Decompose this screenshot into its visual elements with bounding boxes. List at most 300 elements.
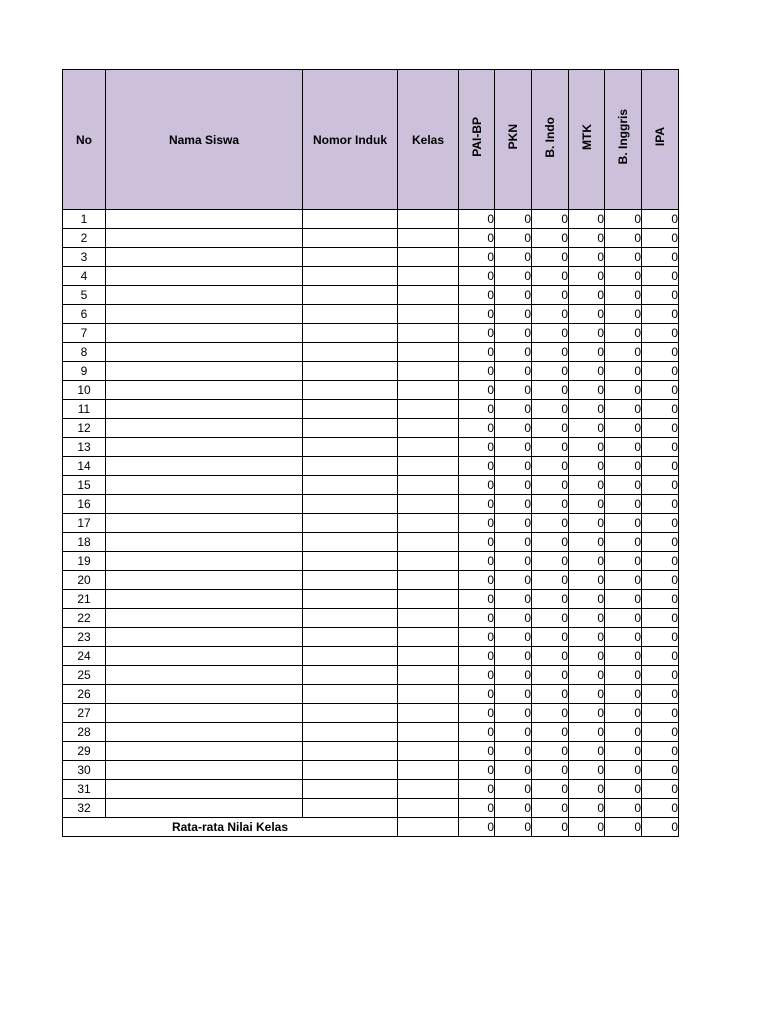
row-number[interactable]: 20	[63, 571, 106, 590]
score-cell[interactable]: 0	[495, 799, 532, 818]
student-name-cell[interactable]	[106, 685, 303, 704]
score-cell[interactable]: 0	[569, 210, 605, 229]
class-cell[interactable]	[398, 571, 459, 590]
score-cell[interactable]: 0	[605, 742, 642, 761]
row-number[interactable]: 12	[63, 419, 106, 438]
score-cell[interactable]: 0	[569, 343, 605, 362]
score-cell[interactable]: 0	[532, 685, 569, 704]
score-cell[interactable]: 0	[642, 419, 679, 438]
average-score[interactable]: 0	[642, 818, 679, 837]
score-cell[interactable]: 0	[642, 229, 679, 248]
score-cell[interactable]: 0	[642, 647, 679, 666]
score-cell[interactable]: 0	[605, 457, 642, 476]
score-cell[interactable]: 0	[569, 400, 605, 419]
class-cell[interactable]	[398, 552, 459, 571]
student-id-cell[interactable]	[303, 742, 398, 761]
student-id-cell[interactable]	[303, 590, 398, 609]
score-cell[interactable]: 0	[605, 248, 642, 267]
score-cell[interactable]: 0	[495, 495, 532, 514]
class-cell[interactable]	[398, 647, 459, 666]
score-cell[interactable]: 0	[459, 628, 495, 647]
score-cell[interactable]: 0	[569, 666, 605, 685]
student-id-cell[interactable]	[303, 799, 398, 818]
student-id-cell[interactable]	[303, 571, 398, 590]
score-cell[interactable]: 0	[605, 799, 642, 818]
class-cell[interactable]	[398, 533, 459, 552]
score-cell[interactable]: 0	[459, 267, 495, 286]
score-cell[interactable]: 0	[532, 514, 569, 533]
score-cell[interactable]: 0	[605, 305, 642, 324]
row-number[interactable]: 30	[63, 761, 106, 780]
score-cell[interactable]: 0	[569, 267, 605, 286]
score-cell[interactable]: 0	[642, 723, 679, 742]
score-cell[interactable]: 0	[532, 476, 569, 495]
score-cell[interactable]: 0	[495, 286, 532, 305]
student-id-cell[interactable]	[303, 533, 398, 552]
score-cell[interactable]: 0	[495, 590, 532, 609]
row-number[interactable]: 11	[63, 400, 106, 419]
row-number[interactable]: 24	[63, 647, 106, 666]
score-cell[interactable]: 0	[605, 286, 642, 305]
score-cell[interactable]: 0	[569, 362, 605, 381]
score-cell[interactable]: 0	[569, 457, 605, 476]
student-name-cell[interactable]	[106, 799, 303, 818]
class-cell[interactable]	[398, 362, 459, 381]
score-cell[interactable]: 0	[532, 381, 569, 400]
student-id-cell[interactable]	[303, 362, 398, 381]
row-number[interactable]: 28	[63, 723, 106, 742]
score-cell[interactable]: 0	[532, 324, 569, 343]
row-number[interactable]: 23	[63, 628, 106, 647]
score-cell[interactable]: 0	[642, 286, 679, 305]
score-cell[interactable]: 0	[642, 571, 679, 590]
score-cell[interactable]: 0	[495, 229, 532, 248]
student-id-cell[interactable]	[303, 761, 398, 780]
score-cell[interactable]: 0	[532, 799, 569, 818]
row-number[interactable]: 1	[63, 210, 106, 229]
score-cell[interactable]: 0	[605, 267, 642, 286]
score-cell[interactable]: 0	[495, 419, 532, 438]
score-cell[interactable]: 0	[459, 400, 495, 419]
score-cell[interactable]: 0	[459, 305, 495, 324]
score-cell[interactable]: 0	[569, 761, 605, 780]
student-name-cell[interactable]	[106, 457, 303, 476]
score-cell[interactable]: 0	[569, 438, 605, 457]
student-name-cell[interactable]	[106, 438, 303, 457]
score-cell[interactable]: 0	[605, 514, 642, 533]
student-name-cell[interactable]	[106, 267, 303, 286]
row-number[interactable]: 31	[63, 780, 106, 799]
score-cell[interactable]: 0	[532, 495, 569, 514]
score-cell[interactable]: 0	[569, 647, 605, 666]
class-cell[interactable]	[398, 609, 459, 628]
score-cell[interactable]: 0	[569, 704, 605, 723]
row-number[interactable]: 29	[63, 742, 106, 761]
student-name-cell[interactable]	[106, 286, 303, 305]
row-number[interactable]: 26	[63, 685, 106, 704]
score-cell[interactable]: 0	[532, 780, 569, 799]
score-cell[interactable]: 0	[459, 362, 495, 381]
score-cell[interactable]: 0	[642, 438, 679, 457]
student-name-cell[interactable]	[106, 723, 303, 742]
score-cell[interactable]: 0	[605, 210, 642, 229]
score-cell[interactable]: 0	[495, 571, 532, 590]
class-cell[interactable]	[398, 761, 459, 780]
score-cell[interactable]: 0	[532, 248, 569, 267]
student-id-cell[interactable]	[303, 704, 398, 723]
score-cell[interactable]: 0	[495, 742, 532, 761]
row-number[interactable]: 5	[63, 286, 106, 305]
student-name-cell[interactable]	[106, 704, 303, 723]
score-cell[interactable]: 0	[495, 552, 532, 571]
score-cell[interactable]: 0	[459, 799, 495, 818]
student-id-cell[interactable]	[303, 552, 398, 571]
score-cell[interactable]: 0	[459, 248, 495, 267]
student-name-cell[interactable]	[106, 210, 303, 229]
score-cell[interactable]: 0	[569, 552, 605, 571]
score-cell[interactable]: 0	[569, 381, 605, 400]
score-cell[interactable]: 0	[569, 305, 605, 324]
average-score[interactable]: 0	[532, 818, 569, 837]
student-id-cell[interactable]	[303, 666, 398, 685]
row-number[interactable]: 27	[63, 704, 106, 723]
score-cell[interactable]: 0	[532, 552, 569, 571]
student-name-cell[interactable]	[106, 780, 303, 799]
score-cell[interactable]: 0	[642, 533, 679, 552]
score-cell[interactable]: 0	[459, 723, 495, 742]
class-cell[interactable]	[398, 305, 459, 324]
score-cell[interactable]: 0	[495, 609, 532, 628]
score-cell[interactable]: 0	[605, 628, 642, 647]
student-id-cell[interactable]	[303, 647, 398, 666]
score-cell[interactable]: 0	[495, 514, 532, 533]
student-name-cell[interactable]	[106, 305, 303, 324]
score-cell[interactable]: 0	[495, 533, 532, 552]
score-cell[interactable]: 0	[459, 286, 495, 305]
score-cell[interactable]: 0	[495, 723, 532, 742]
student-name-cell[interactable]	[106, 229, 303, 248]
row-number[interactable]: 6	[63, 305, 106, 324]
score-cell[interactable]: 0	[459, 552, 495, 571]
score-cell[interactable]: 0	[532, 647, 569, 666]
score-cell[interactable]: 0	[532, 362, 569, 381]
score-cell[interactable]: 0	[532, 210, 569, 229]
class-cell[interactable]	[398, 514, 459, 533]
score-cell[interactable]: 0	[532, 533, 569, 552]
score-cell[interactable]: 0	[569, 495, 605, 514]
row-number[interactable]: 9	[63, 362, 106, 381]
score-cell[interactable]: 0	[532, 400, 569, 419]
score-cell[interactable]: 0	[495, 628, 532, 647]
row-number[interactable]: 13	[63, 438, 106, 457]
score-cell[interactable]: 0	[532, 609, 569, 628]
class-cell[interactable]	[398, 742, 459, 761]
score-cell[interactable]: 0	[605, 381, 642, 400]
score-cell[interactable]: 0	[495, 267, 532, 286]
score-cell[interactable]: 0	[605, 324, 642, 343]
score-cell[interactable]: 0	[642, 628, 679, 647]
score-cell[interactable]: 0	[642, 324, 679, 343]
score-cell[interactable]: 0	[459, 419, 495, 438]
score-cell[interactable]: 0	[569, 723, 605, 742]
student-name-cell[interactable]	[106, 362, 303, 381]
score-cell[interactable]: 0	[605, 438, 642, 457]
score-cell[interactable]: 0	[569, 248, 605, 267]
score-cell[interactable]: 0	[569, 685, 605, 704]
score-cell[interactable]: 0	[642, 704, 679, 723]
class-cell[interactable]	[398, 324, 459, 343]
score-cell[interactable]: 0	[532, 419, 569, 438]
score-cell[interactable]: 0	[495, 305, 532, 324]
score-cell[interactable]: 0	[605, 723, 642, 742]
score-cell[interactable]: 0	[495, 381, 532, 400]
score-cell[interactable]: 0	[459, 381, 495, 400]
student-name-cell[interactable]	[106, 419, 303, 438]
row-number[interactable]: 19	[63, 552, 106, 571]
score-cell[interactable]: 0	[605, 495, 642, 514]
student-id-cell[interactable]	[303, 229, 398, 248]
student-name-cell[interactable]	[106, 666, 303, 685]
class-cell[interactable]	[398, 400, 459, 419]
score-cell[interactable]: 0	[532, 305, 569, 324]
score-cell[interactable]: 0	[569, 476, 605, 495]
score-cell[interactable]: 0	[459, 229, 495, 248]
class-cell[interactable]	[398, 495, 459, 514]
row-number[interactable]: 15	[63, 476, 106, 495]
student-id-cell[interactable]	[303, 495, 398, 514]
student-name-cell[interactable]	[106, 248, 303, 267]
score-cell[interactable]: 0	[642, 305, 679, 324]
row-number[interactable]: 32	[63, 799, 106, 818]
score-cell[interactable]: 0	[642, 381, 679, 400]
score-cell[interactable]: 0	[495, 324, 532, 343]
row-number[interactable]: 8	[63, 343, 106, 362]
score-cell[interactable]: 0	[569, 799, 605, 818]
student-id-cell[interactable]	[303, 286, 398, 305]
student-name-cell[interactable]	[106, 742, 303, 761]
score-cell[interactable]: 0	[642, 267, 679, 286]
class-cell[interactable]	[398, 286, 459, 305]
class-cell[interactable]	[398, 229, 459, 248]
score-cell[interactable]: 0	[642, 609, 679, 628]
row-number[interactable]: 3	[63, 248, 106, 267]
score-cell[interactable]: 0	[642, 343, 679, 362]
student-id-cell[interactable]	[303, 514, 398, 533]
score-cell[interactable]: 0	[642, 514, 679, 533]
average-score[interactable]: 0	[605, 818, 642, 837]
score-cell[interactable]: 0	[532, 229, 569, 248]
score-cell[interactable]: 0	[642, 685, 679, 704]
score-cell[interactable]: 0	[605, 343, 642, 362]
student-id-cell[interactable]	[303, 419, 398, 438]
score-cell[interactable]: 0	[642, 210, 679, 229]
score-cell[interactable]: 0	[642, 476, 679, 495]
score-cell[interactable]: 0	[642, 742, 679, 761]
score-cell[interactable]: 0	[642, 457, 679, 476]
class-cell[interactable]	[398, 267, 459, 286]
score-cell[interactable]: 0	[605, 666, 642, 685]
score-cell[interactable]: 0	[605, 571, 642, 590]
score-cell[interactable]: 0	[459, 685, 495, 704]
score-cell[interactable]: 0	[532, 666, 569, 685]
average-score[interactable]: 0	[569, 818, 605, 837]
score-cell[interactable]: 0	[605, 704, 642, 723]
score-cell[interactable]: 0	[569, 609, 605, 628]
class-cell[interactable]	[398, 628, 459, 647]
score-cell[interactable]: 0	[532, 438, 569, 457]
score-cell[interactable]: 0	[642, 799, 679, 818]
score-cell[interactable]: 0	[495, 457, 532, 476]
score-cell[interactable]: 0	[459, 495, 495, 514]
student-name-cell[interactable]	[106, 552, 303, 571]
row-number[interactable]: 7	[63, 324, 106, 343]
score-cell[interactable]: 0	[459, 571, 495, 590]
student-id-cell[interactable]	[303, 343, 398, 362]
score-cell[interactable]: 0	[459, 533, 495, 552]
score-cell[interactable]: 0	[605, 533, 642, 552]
class-cell[interactable]	[398, 248, 459, 267]
score-cell[interactable]: 0	[605, 552, 642, 571]
score-cell[interactable]: 0	[569, 419, 605, 438]
score-cell[interactable]: 0	[605, 229, 642, 248]
student-id-cell[interactable]	[303, 381, 398, 400]
row-number[interactable]: 21	[63, 590, 106, 609]
score-cell[interactable]: 0	[495, 438, 532, 457]
score-cell[interactable]: 0	[532, 704, 569, 723]
score-cell[interactable]: 0	[605, 780, 642, 799]
class-cell[interactable]	[398, 723, 459, 742]
student-name-cell[interactable]	[106, 647, 303, 666]
score-cell[interactable]: 0	[495, 761, 532, 780]
student-id-cell[interactable]	[303, 400, 398, 419]
student-id-cell[interactable]	[303, 457, 398, 476]
student-name-cell[interactable]	[106, 476, 303, 495]
student-id-cell[interactable]	[303, 305, 398, 324]
student-name-cell[interactable]	[106, 495, 303, 514]
student-id-cell[interactable]	[303, 685, 398, 704]
score-cell[interactable]: 0	[459, 476, 495, 495]
score-cell[interactable]: 0	[569, 324, 605, 343]
row-number[interactable]: 14	[63, 457, 106, 476]
student-id-cell[interactable]	[303, 324, 398, 343]
score-cell[interactable]: 0	[532, 761, 569, 780]
student-name-cell[interactable]	[106, 571, 303, 590]
student-name-cell[interactable]	[106, 343, 303, 362]
row-number[interactable]: 18	[63, 533, 106, 552]
score-cell[interactable]: 0	[459, 780, 495, 799]
score-cell[interactable]: 0	[459, 343, 495, 362]
score-cell[interactable]: 0	[459, 210, 495, 229]
student-id-cell[interactable]	[303, 628, 398, 647]
class-cell[interactable]	[398, 685, 459, 704]
average-score[interactable]: 0	[495, 818, 532, 837]
score-cell[interactable]: 0	[569, 780, 605, 799]
score-cell[interactable]: 0	[532, 723, 569, 742]
student-name-cell[interactable]	[106, 590, 303, 609]
student-name-cell[interactable]	[106, 628, 303, 647]
class-cell[interactable]	[398, 381, 459, 400]
class-cell[interactable]	[398, 590, 459, 609]
score-cell[interactable]: 0	[642, 400, 679, 419]
score-cell[interactable]: 0	[605, 476, 642, 495]
score-cell[interactable]: 0	[495, 666, 532, 685]
student-id-cell[interactable]	[303, 609, 398, 628]
student-id-cell[interactable]	[303, 476, 398, 495]
score-cell[interactable]: 0	[642, 666, 679, 685]
score-cell[interactable]: 0	[459, 609, 495, 628]
score-cell[interactable]: 0	[495, 400, 532, 419]
score-cell[interactable]: 0	[605, 400, 642, 419]
score-cell[interactable]: 0	[459, 704, 495, 723]
score-cell[interactable]: 0	[495, 704, 532, 723]
score-cell[interactable]: 0	[642, 362, 679, 381]
class-cell[interactable]	[398, 438, 459, 457]
score-cell[interactable]: 0	[495, 685, 532, 704]
score-cell[interactable]: 0	[642, 590, 679, 609]
class-cell[interactable]	[398, 799, 459, 818]
score-cell[interactable]: 0	[569, 742, 605, 761]
score-cell[interactable]: 0	[495, 248, 532, 267]
score-cell[interactable]: 0	[605, 590, 642, 609]
score-cell[interactable]: 0	[532, 343, 569, 362]
row-number[interactable]: 22	[63, 609, 106, 628]
score-cell[interactable]: 0	[642, 495, 679, 514]
score-cell[interactable]: 0	[532, 742, 569, 761]
score-cell[interactable]: 0	[605, 761, 642, 780]
score-cell[interactable]: 0	[605, 647, 642, 666]
student-name-cell[interactable]	[106, 533, 303, 552]
score-cell[interactable]: 0	[459, 438, 495, 457]
score-cell[interactable]: 0	[459, 324, 495, 343]
score-cell[interactable]: 0	[605, 609, 642, 628]
score-cell[interactable]: 0	[642, 780, 679, 799]
score-cell[interactable]: 0	[495, 476, 532, 495]
score-cell[interactable]: 0	[605, 419, 642, 438]
class-cell[interactable]	[398, 704, 459, 723]
student-name-cell[interactable]	[106, 381, 303, 400]
class-cell[interactable]	[398, 476, 459, 495]
score-cell[interactable]: 0	[459, 590, 495, 609]
score-cell[interactable]: 0	[532, 571, 569, 590]
score-cell[interactable]: 0	[569, 514, 605, 533]
score-cell[interactable]: 0	[532, 457, 569, 476]
row-number[interactable]: 2	[63, 229, 106, 248]
student-name-cell[interactable]	[106, 761, 303, 780]
student-id-cell[interactable]	[303, 248, 398, 267]
student-id-cell[interactable]	[303, 210, 398, 229]
score-cell[interactable]: 0	[495, 343, 532, 362]
score-cell[interactable]: 0	[459, 457, 495, 476]
score-cell[interactable]: 0	[642, 761, 679, 780]
student-name-cell[interactable]	[106, 609, 303, 628]
row-number[interactable]: 10	[63, 381, 106, 400]
row-number[interactable]: 17	[63, 514, 106, 533]
average-score[interactable]: 0	[459, 818, 495, 837]
class-cell[interactable]	[398, 457, 459, 476]
score-cell[interactable]: 0	[532, 267, 569, 286]
score-cell[interactable]: 0	[495, 210, 532, 229]
score-cell[interactable]: 0	[495, 647, 532, 666]
score-cell[interactable]: 0	[605, 362, 642, 381]
student-id-cell[interactable]	[303, 780, 398, 799]
class-cell[interactable]	[398, 780, 459, 799]
score-cell[interactable]: 0	[605, 685, 642, 704]
score-cell[interactable]: 0	[569, 590, 605, 609]
score-cell[interactable]: 0	[495, 780, 532, 799]
student-name-cell[interactable]	[106, 514, 303, 533]
class-cell[interactable]	[398, 210, 459, 229]
row-number[interactable]: 16	[63, 495, 106, 514]
